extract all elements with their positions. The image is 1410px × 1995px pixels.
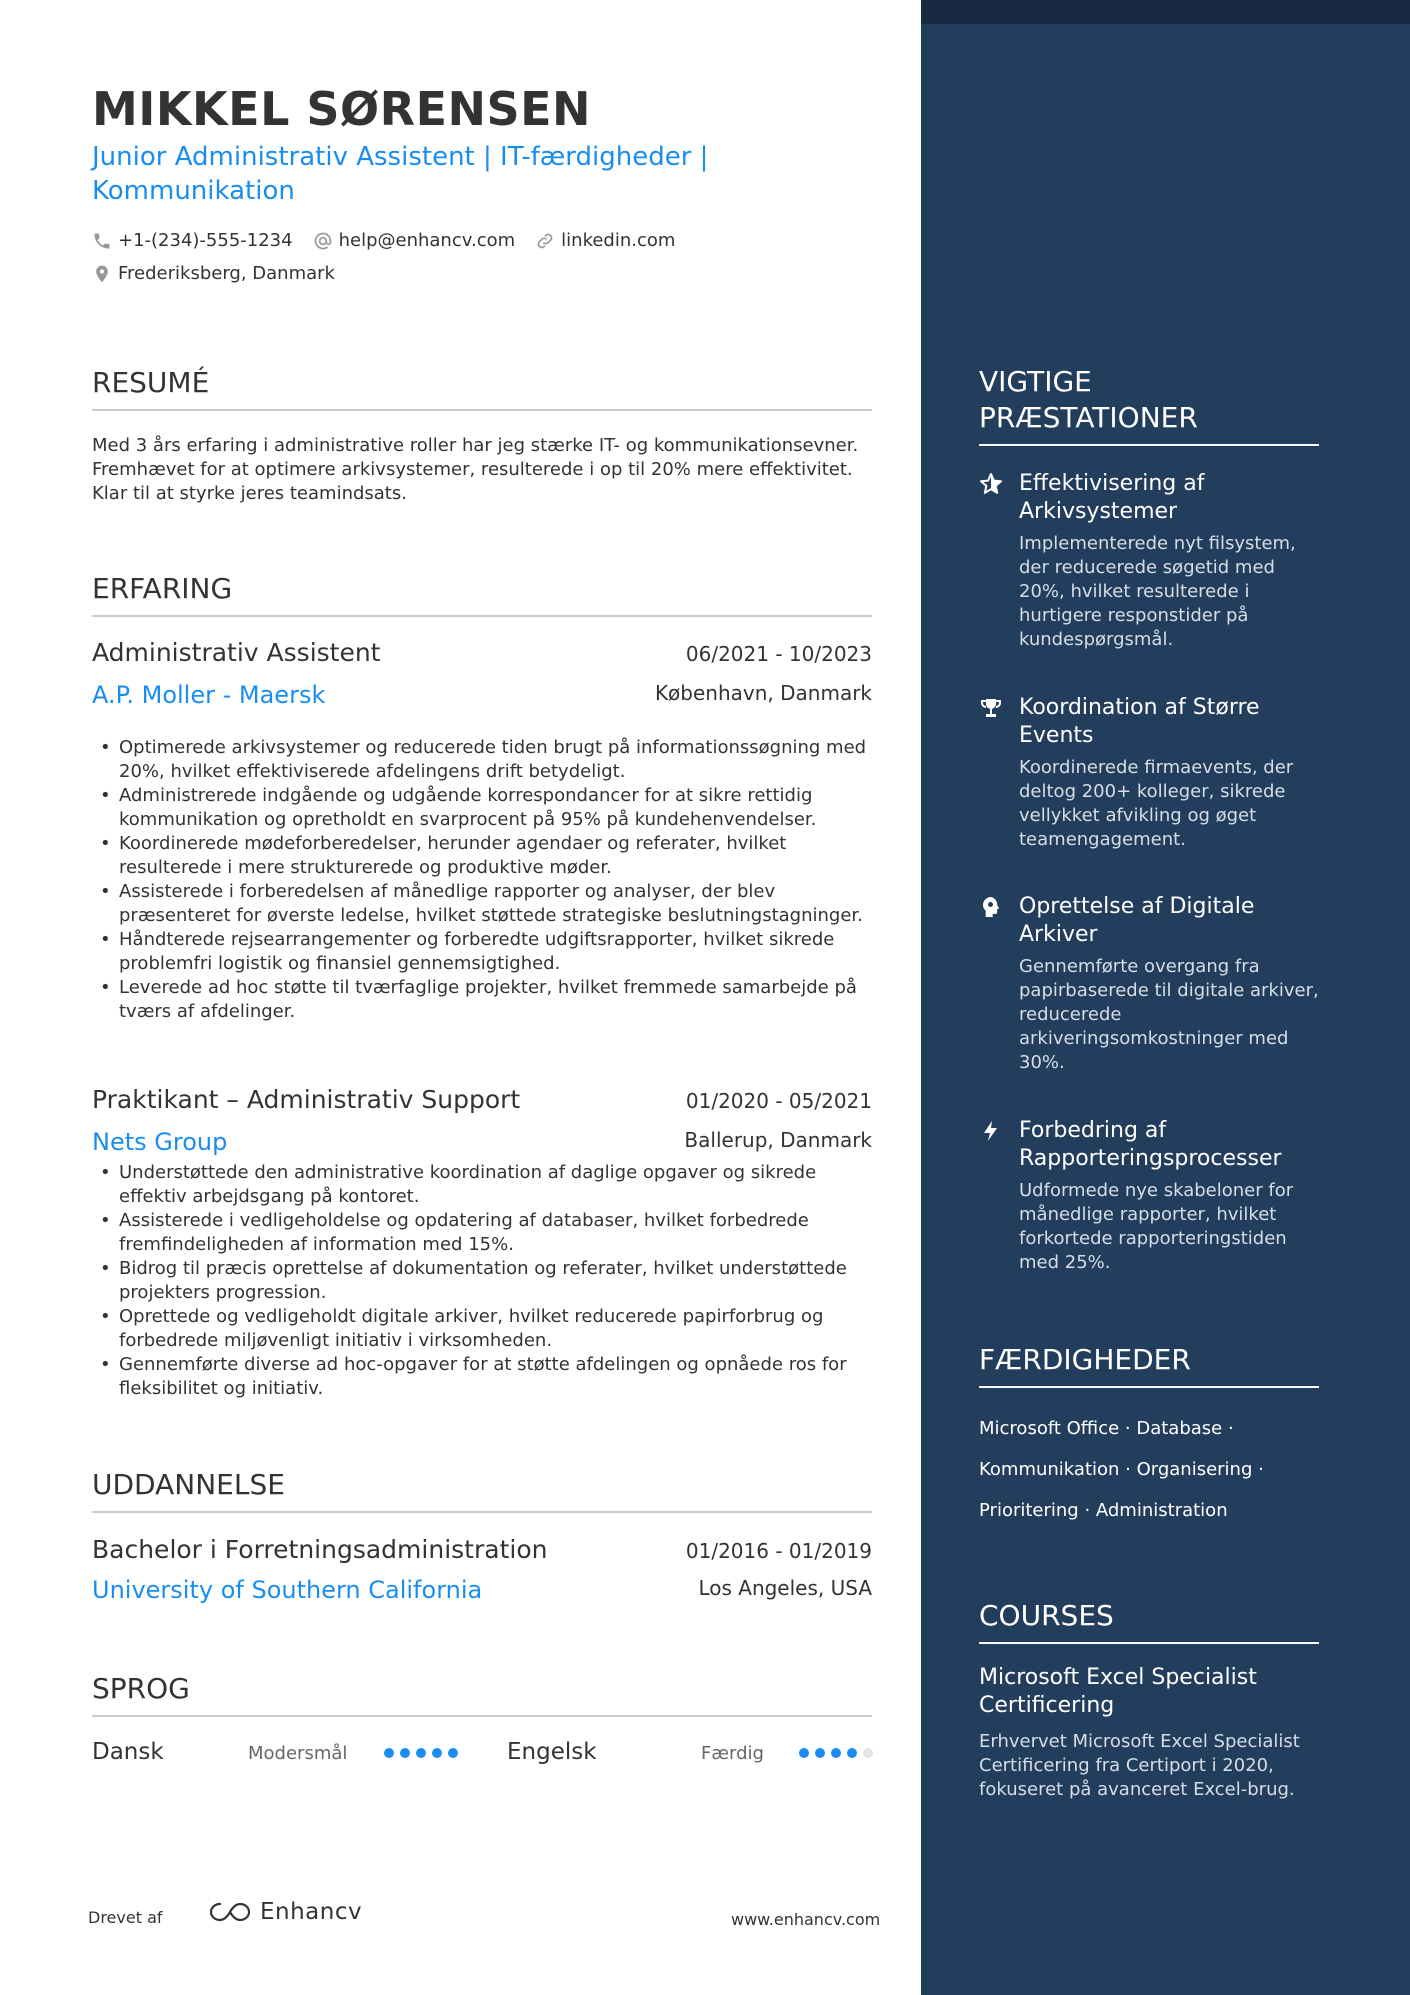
bullet-item: • Håndterede rejsearrangementer og forberedte udgiftsrapporter, hvilket sikrede problemfri logistik og finansiel gennemsigtighed. bbox=[92, 928, 882, 976]
course-title: Microsoft Excel Specialist Certificering bbox=[979, 1665, 1257, 1718]
achievement-item bbox=[979, 1117, 1319, 1275]
bullet-item: • Gennemførte diverse ad hoc-opgaver for at støtte afdelingen og opnåede ros for fleksibilitet og initiativ. bbox=[92, 1353, 882, 1401]
bullet-item: • Bidrog til præcis oprettelse af dokumentation og referater, hvilket understøttede projekters progression. bbox=[92, 1257, 882, 1305]
job-bullets bbox=[92, 1161, 882, 1401]
language-level: Færdig bbox=[701, 1743, 764, 1764]
skills-list bbox=[979, 1408, 1319, 1531]
rating-dot-empty bbox=[863, 1748, 873, 1758]
job-title: Praktikant – Administrativ Support bbox=[92, 1085, 521, 1114]
job-location: København, Danmark bbox=[654, 681, 872, 705]
contact-email[interactable] bbox=[313, 230, 516, 251]
achievements-heading: VIGTIGE PRÆSTATIONER bbox=[979, 364, 1319, 446]
job-date: 06/2021 - 10/2023 bbox=[685, 642, 872, 666]
rating-dot-filled bbox=[448, 1748, 458, 1758]
location-text: Frederiksberg, Danmark bbox=[118, 263, 335, 284]
bullet-item: • Oprettede og vedligeholdt digitale arkiver, hvilket reducerede papirforbrug og forbedrede miljøvenligt initiativ i virksomheden. bbox=[92, 1305, 882, 1353]
degree-title: Bachelor i Forretningsadministration bbox=[92, 1535, 548, 1564]
language-level: Modersmål bbox=[248, 1743, 348, 1764]
skills-line: Prioritering · Administration bbox=[979, 1500, 1228, 1521]
education-heading: UDDANNELSE bbox=[92, 1468, 872, 1513]
job-title: Administrativ Assistent bbox=[92, 638, 381, 667]
sidebar-top-bar bbox=[921, 0, 1410, 24]
achievement-title: Koordination af Større Events bbox=[1019, 695, 1260, 748]
achievement-title: Effektivisering af Arkivsystemer bbox=[1019, 471, 1205, 524]
link-icon bbox=[535, 231, 555, 251]
contact-phone[interactable] bbox=[92, 230, 293, 251]
candidate-subtitle: Junior Administrativ Assistent | IT-færdigheder | Kommunikation bbox=[92, 142, 709, 206]
achievement-item bbox=[979, 694, 1319, 852]
language-name: Dansk bbox=[92, 1739, 164, 1765]
enhancv-infinity-icon bbox=[206, 1899, 254, 1925]
star-icon bbox=[979, 472, 1003, 496]
sidebar bbox=[921, 0, 1410, 1995]
bullet-item: • Assisterede i vedligeholdelse og opdatering af databaser, hvilket forbedrede fremfindeligheden af information med 15%. bbox=[92, 1209, 882, 1257]
skills-line: Microsoft Office · Database · bbox=[979, 1418, 1234, 1439]
job-location: Ballerup, Danmark bbox=[684, 1128, 872, 1152]
rating-dot-filled bbox=[416, 1748, 426, 1758]
job-bullets bbox=[92, 736, 882, 1024]
course-text: Erhvervet Microsoft Excel Specialist Certificering fra Certiport i 2020, fokuseret på avanceret Excel-brug. bbox=[979, 1731, 1300, 1800]
contact-row bbox=[92, 230, 695, 251]
rating-dot-filled bbox=[815, 1748, 825, 1758]
location-pin-icon bbox=[92, 264, 112, 284]
achievement-item bbox=[979, 893, 1319, 1075]
at-icon bbox=[313, 231, 333, 251]
education-date: 01/2016 - 01/2019 bbox=[685, 1539, 872, 1563]
achievement-title: Forbedring af Rapporteringsprocesser bbox=[1019, 1118, 1282, 1171]
enhancv-brand: Enhancv bbox=[260, 1899, 363, 1925]
achievement-text: Udformede nye skabeloner for månedlige rapporter, hvilket forkortede rapporteringstiden med 25%. bbox=[1019, 1180, 1294, 1273]
footer-powered-by: Drevet af bbox=[88, 1908, 163, 1927]
language-rating bbox=[384, 1748, 464, 1758]
achievement-text: Koordinerede firmaevents, der deltog 200+ kolleger, sikrede vellykket afvikling og øget teamengagement. bbox=[1019, 757, 1294, 850]
skills-heading: FÆRDIGHEDER bbox=[979, 1342, 1319, 1388]
experience-heading: ERFARING bbox=[92, 572, 872, 617]
contact-row-2 bbox=[92, 263, 355, 284]
courses-heading: COURSES bbox=[979, 1598, 1319, 1644]
contact-linkedin[interactable] bbox=[535, 230, 675, 251]
job-company[interactable]: Nets Group bbox=[92, 1128, 228, 1156]
phone-icon bbox=[92, 231, 112, 251]
phone-text: +1-(234)-555-1234 bbox=[118, 230, 293, 251]
achievement-text: Gennemførte overgang fra papirbaserede til digitale arkiver, reducerede arkiveringsomkostninger med 30%. bbox=[1019, 956, 1319, 1073]
bullet-item: • Assisterede i forberedelsen af månedlige rapporter og analyser, der blev præsenteret for øverste ledelse, hvilket støttede strategiske beslutningstagninger. bbox=[92, 880, 882, 928]
languages-heading: SPROG bbox=[92, 1672, 872, 1717]
school-name[interactable]: University of Southern California bbox=[92, 1576, 483, 1604]
job-date: 01/2020 - 05/2021 bbox=[685, 1089, 872, 1113]
bullet-item: • Leverede ad hoc støtte til tværfaglige projekter, hvilket fremmede samarbejde på tværs af afdelinger. bbox=[92, 976, 882, 1024]
achievement-item bbox=[979, 470, 1319, 652]
rating-dot-filled bbox=[400, 1748, 410, 1758]
achievement-title: Oprettelse af Digitale Arkiver bbox=[1019, 894, 1255, 947]
education-location: Los Angeles, USA bbox=[698, 1576, 872, 1600]
rating-dot-filled bbox=[384, 1748, 394, 1758]
language-name: Engelsk bbox=[507, 1739, 597, 1765]
bullet-item: • Koordinerede mødeforberedelser, herunder agendaer og referater, hvilket resulterede i mere strukturerede og produktive møder. bbox=[92, 832, 882, 880]
summary-text: Med 3 års erfaring i administrative roller har jeg stærke IT- og kommunikationsevner. Fremhævet for at optimere arkivsystemer, resulterede i op til 20% mere effektivitet. Klar til at styrke jeres teamindsats. bbox=[92, 435, 859, 504]
lightning-icon bbox=[979, 1119, 1003, 1143]
summary-heading: RESUMÉ bbox=[92, 366, 872, 411]
linkedin-text: linkedin.com bbox=[561, 230, 676, 251]
bullet-item: • Administrerede indgående og udgående korrespondancer for at sikre rettidig kommunikation og opretholdt en svarprocent på 95% på kundehenvendelser. bbox=[92, 784, 882, 832]
rating-dot-filled bbox=[432, 1748, 442, 1758]
rating-dot-filled bbox=[799, 1748, 809, 1758]
trophy-icon bbox=[979, 696, 1003, 720]
bullet-item: • Understøttede den administrative koordination af daglige opgaver og sikrede effektiv arbejdsgang på kontoret. bbox=[92, 1161, 882, 1209]
candidate-name: MIKKEL SØRENSEN bbox=[92, 82, 592, 136]
job-company[interactable]: A.P. Moller - Maersk bbox=[92, 681, 326, 709]
language-rating bbox=[799, 1748, 879, 1758]
contact-location bbox=[92, 263, 335, 284]
achievement-text: Implementerede nyt filsystem, der reducerede søgetid med 20%, hvilket resulterede i hurtigere responstider på kundespørgsmål. bbox=[1019, 533, 1296, 650]
bullet-item: • Optimerede arkivsystemer og reducerede tiden brugt på informationssøgning med 20%, hvilket effektiviserede afdelingens drift betydeligt. bbox=[92, 736, 882, 784]
rating-dot-filled bbox=[847, 1748, 857, 1758]
rating-dot-filled bbox=[831, 1748, 841, 1758]
enhancv-logo[interactable] bbox=[206, 1899, 362, 1925]
skills-line: Kommunikation · Organisering · bbox=[979, 1459, 1264, 1480]
head-idea-icon bbox=[979, 895, 1003, 919]
footer-url[interactable]: www.enhancv.com bbox=[731, 1910, 881, 1929]
email-text: help@enhancv.com bbox=[338, 230, 516, 251]
